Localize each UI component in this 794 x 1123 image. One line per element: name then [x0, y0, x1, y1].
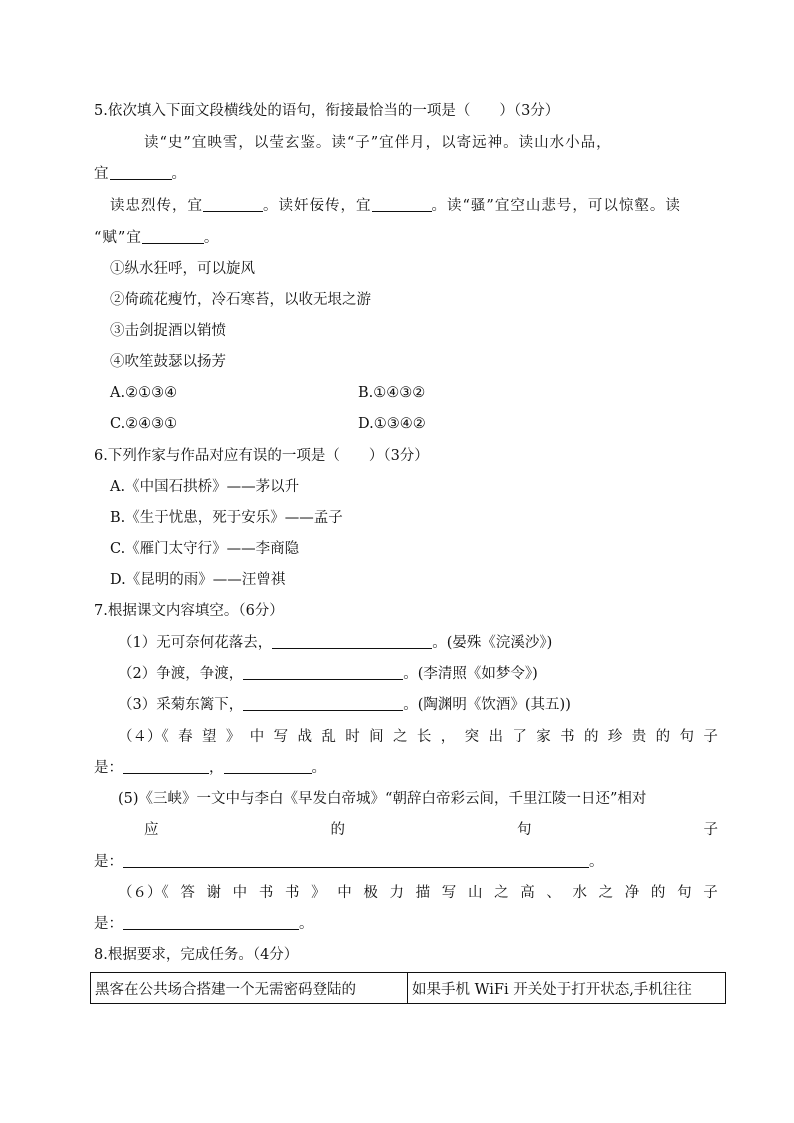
q7-s4-char: 书 — [560, 729, 575, 745]
q7-s6-blank[interactable] — [123, 914, 299, 930]
q7-s3-pre: （3）采菊东篱下， — [118, 697, 244, 713]
q7-sentence-5-line1: (5)《三峡》一文中与李白《早发白帝城》“朝辞白帝彩云间，千里江陵一日还”相对 — [118, 791, 647, 807]
q7-s6-char: 极 — [363, 885, 378, 901]
q7-s6-end: 。 — [299, 916, 314, 932]
q7-s4-char: 中 — [249, 729, 265, 745]
q8-cell-right: 如果手机 WiFi 开关处于打开状态,手机往往 — [408, 973, 726, 1004]
q7-s4-blank-1[interactable] — [123, 758, 209, 774]
q7-s6-char: 高 — [520, 885, 535, 901]
q7-s6-char: 之 — [494, 885, 509, 901]
q6-option-a[interactable]: A.《中国石拱桥》——茅以升 — [110, 479, 300, 495]
q5-passage-line1: 读“史”宜映雪，以莹玄鉴。读“子”宜伴月，以寄远神。读山水小品， — [144, 135, 612, 151]
q5-item-4: ④吹笙鼓瑟以扬芳 — [110, 354, 226, 370]
q7-s6-char: 水 — [572, 885, 587, 901]
q7-s1-pre: （1）无可奈何花落去， — [118, 635, 273, 651]
q5-option-a[interactable]: A.②①③④ — [110, 385, 178, 401]
q7-s3-post: 。(陶渊明《饮酒》(其五)) — [403, 697, 571, 713]
q7-s1-blank[interactable] — [272, 633, 432, 649]
q7-s4-char: 句 — [679, 729, 694, 745]
q7-s6-char: 之 — [598, 885, 614, 901]
q5-passage-line3-c: 。读“骚”宜空山悲号，可以惊壑。读 — [431, 198, 681, 214]
q7-stem: 7.根据课文内容填空。（6分） — [94, 603, 284, 619]
q7-s4-char: 突 — [464, 729, 480, 745]
q7-s6-char: 句 — [677, 885, 692, 901]
q5-option-c[interactable]: C.②④③① — [110, 416, 178, 432]
q7-s6-char: （６）《 — [118, 885, 169, 901]
q7-s6-char: 净 — [624, 885, 640, 901]
q7-s4-char: 珍 — [607, 729, 623, 745]
q7-s5-char: 句 — [517, 822, 532, 838]
q7-sentence-3 — [118, 695, 571, 715]
q7-s4-char: 战 — [297, 729, 312, 745]
q7-s5-char: 子 — [703, 822, 718, 838]
q5-passage-line3-b: 。读奸佞传，宜 — [263, 198, 372, 214]
q5-passage-line2-pre: 宜 — [94, 166, 110, 182]
q7-s6-char: 力 — [389, 885, 405, 901]
q5-stem: 5.依次填入下面文段横线处的语句，衔接最恰当的一项是（ ）（3分） — [94, 103, 560, 119]
q7-s5-end: 。 — [589, 854, 604, 870]
q5-option-d[interactable]: D.①③④② — [358, 416, 426, 432]
q7-s3-blank[interactable] — [243, 695, 403, 711]
q5-passage-line3 — [110, 196, 681, 216]
q7-s1-post: 。(晏殊《浣溪沙》) — [432, 635, 553, 651]
q7-s4-blank-2[interactable] — [224, 758, 312, 774]
q7-s6-answer-label: 是： — [94, 916, 123, 932]
q7-s6-char: 谢 — [206, 885, 222, 901]
q7-s4-answer-label: 是： — [94, 760, 123, 776]
q7-s4-char: 出 — [488, 729, 503, 745]
q7-s4-char: 》 — [225, 729, 241, 745]
q7-s5-char: 应 — [144, 822, 159, 838]
q7-s4-char: 贵 — [631, 729, 647, 745]
q5-passage-line2-post: 。 — [171, 166, 187, 182]
q7-s4-char: 间 — [369, 729, 384, 745]
q7-s6-char: 写 — [441, 885, 457, 901]
q7-s6-char: 书 — [258, 885, 274, 901]
q8-table — [90, 972, 726, 1004]
q5-blank-3[interactable] — [372, 196, 432, 212]
q7-s4-char: 之 — [393, 729, 408, 745]
q8-stem: 8.根据要求，完成任务。（4分） — [94, 947, 299, 963]
q7-sentence-6-line1 — [118, 883, 718, 903]
q7-s4-char: 长 — [416, 729, 432, 745]
q7-s4-char: 春 — [178, 729, 193, 745]
q7-s6-char: 描 — [415, 885, 431, 901]
q7-s4-char: 乱 — [321, 729, 336, 745]
q7-s6-char: 子 — [703, 885, 718, 901]
q5-item-3: ③击剑捉酒以销愤 — [110, 323, 226, 339]
q5-option-b[interactable]: B.①④③② — [358, 385, 426, 401]
q5-passage-line3-a: 读忠烈传，宜 — [110, 198, 203, 214]
q7-s4-char: 的 — [655, 729, 671, 745]
q7-s4-char: 子 — [703, 729, 718, 745]
q5-passage-line4-a: “赋”宜 — [94, 230, 142, 246]
q7-s2-post: 。(李清照《如梦令》) — [403, 666, 538, 682]
q7-s6-char: 中 — [232, 885, 248, 901]
q7-s2-blank[interactable] — [243, 664, 403, 680]
q7-s4-char: 望 — [202, 729, 217, 745]
q7-s4-end: 。 — [311, 760, 326, 776]
q5-passage-line2 — [94, 164, 187, 184]
q7-s4-comma: ， — [209, 760, 224, 776]
table-row — [91, 973, 726, 1004]
q5-passage-line4 — [94, 228, 219, 248]
q7-s6-char: 》 — [311, 885, 326, 901]
q7-sentence-4-line2 — [94, 758, 326, 778]
q7-sentence-1 — [118, 633, 552, 653]
q7-s5-char: 的 — [330, 822, 345, 838]
q7-s4-char: 时 — [345, 729, 360, 745]
q5-blank-2[interactable] — [203, 196, 263, 212]
q6-option-d[interactable]: D.《昆明的雨》——汪曾祺 — [110, 572, 286, 588]
q7-s6-char: 书 — [284, 885, 300, 901]
q5-blank-4[interactable] — [142, 228, 204, 244]
q7-s4-char: （４）《 — [118, 729, 169, 745]
q6-option-c[interactable]: C.《雁门太守行》——李商隐 — [110, 541, 300, 557]
q7-sentence-5-line2 — [144, 820, 718, 840]
q7-s4-char: ， — [440, 729, 456, 745]
q8-cell-left: 黑客在公共场合搭建一个无需密码登陆的 — [91, 973, 408, 1004]
q7-s6-char: 的 — [650, 885, 666, 901]
q7-sentence-5-line3 — [94, 852, 604, 872]
q7-s2-pre: （2）争渡，争渡， — [118, 666, 244, 682]
q7-sentence-6-line2 — [94, 914, 314, 934]
q7-s4-char: 的 — [584, 729, 599, 745]
q7-s5-answer-label: 是： — [94, 854, 123, 870]
q7-s4-char: 家 — [536, 729, 551, 745]
q5-passage-line4-b: 。 — [203, 230, 220, 246]
q6-option-b[interactable]: B.《生于忧患，死于安乐》——孟子 — [110, 510, 343, 526]
q7-s5-blank[interactable] — [123, 852, 589, 868]
q7-s6-char: 答 — [180, 885, 195, 901]
q7-sentence-4-line1 — [118, 727, 718, 747]
q7-s4-char: 了 — [512, 729, 527, 745]
q5-item-2: ②倚疏花瘦竹，冷石寒苔，以收无垠之游 — [110, 292, 371, 308]
q7-s6-char: 、 — [546, 885, 561, 901]
q7-sentence-2 — [118, 664, 538, 684]
q6-stem: 6.下列作家与作品对应有误的一项是（ ）（3分） — [94, 448, 429, 464]
q7-s4-char: 写 — [273, 729, 289, 745]
q7-s6-char: 山 — [467, 885, 483, 901]
q5-item-1: ①纵水狂呼，可以旋风 — [110, 261, 255, 277]
q7-s6-char: 中 — [337, 885, 352, 901]
q5-blank-1[interactable] — [110, 164, 172, 180]
